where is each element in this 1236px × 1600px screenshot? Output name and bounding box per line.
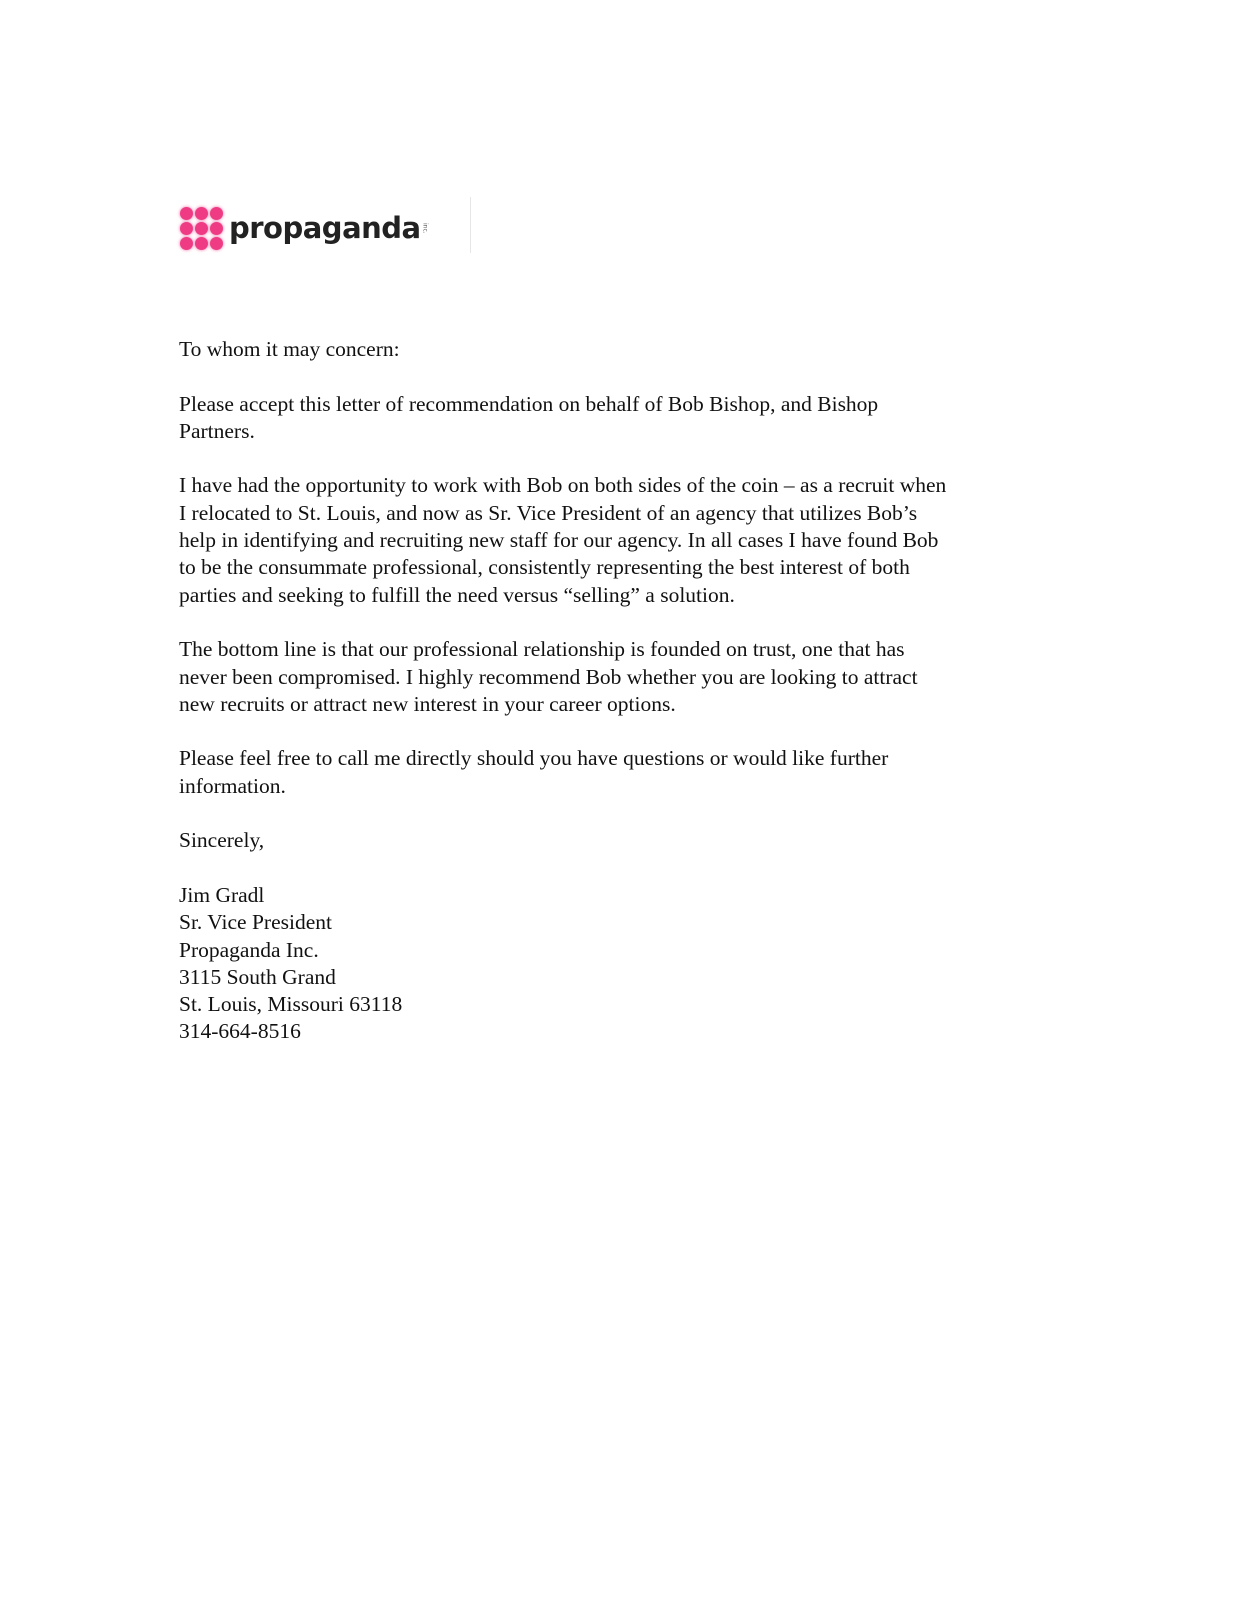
logo-dot xyxy=(195,207,208,220)
propaganda-logo xyxy=(180,203,429,253)
text-line: information. xyxy=(179,773,286,798)
logo-dot xyxy=(195,222,208,235)
text-line: to be the consummate professional, consistently representing the best interest of both xyxy=(179,555,910,580)
text-line: Please feel free to call me directly should you have questions or would like further xyxy=(179,746,889,771)
text-line: I relocated to St. Louis, and now as Sr. Vice President of an agency that utilizes Bob’s xyxy=(179,500,918,525)
text-line: Please accept this letter of recommendation on behalf of Bob Bishop, and Bishop xyxy=(179,391,879,416)
closing xyxy=(179,827,1059,854)
text-line: I have had the opportunity to work with Bob on both sides of the coin – as a recruit when xyxy=(179,473,947,498)
text-line: Jim Gradl xyxy=(179,882,265,907)
text-line: 314-664-8516 xyxy=(179,1019,301,1044)
logo-dot xyxy=(210,237,223,250)
body-paragraph xyxy=(179,636,1059,718)
logo-dot xyxy=(180,207,193,220)
logo-dot xyxy=(210,207,223,220)
text-line: Sincerely, xyxy=(179,828,265,853)
logo-dot xyxy=(210,222,223,235)
text-line: To whom it may concern: xyxy=(179,337,400,361)
signature-block xyxy=(179,882,1059,1046)
text-line: Partners. xyxy=(179,418,255,443)
text-line: Sr. Vice President xyxy=(179,910,332,935)
text-line: St. Louis, Missouri 63118 xyxy=(179,992,403,1017)
text-line: The bottom line is that our professional relationship is founded on trust, one that has xyxy=(179,637,905,662)
logo-dot xyxy=(195,237,208,250)
logo-wordmark: propaganda xyxy=(229,210,421,245)
salutation xyxy=(179,336,1059,363)
text-line: parties and seeking to fulfill the need versus “selling” a solution. xyxy=(179,582,735,607)
logo-divider xyxy=(470,197,471,253)
letter-body xyxy=(179,336,1059,1073)
text-line: help in identifying and recruiting new staff for our agency. In all cases I have found Bob xyxy=(179,528,939,553)
logo-dot xyxy=(180,237,193,250)
text-line: new recruits or attract new interest in your career options. xyxy=(179,691,676,716)
body-paragraph xyxy=(179,745,1059,800)
text-line: never been compromised. I highly recommend Bob whether you are looking to attract xyxy=(179,664,918,689)
text-line: Propaganda Inc. xyxy=(179,937,319,962)
text-line: 3115 South Grand xyxy=(179,964,336,989)
logo-suffix: inc. xyxy=(421,222,429,234)
logo-dots-icon xyxy=(180,207,223,250)
logo-dot xyxy=(180,222,193,235)
body-paragraph xyxy=(179,391,1059,446)
body-paragraph xyxy=(179,472,1059,608)
